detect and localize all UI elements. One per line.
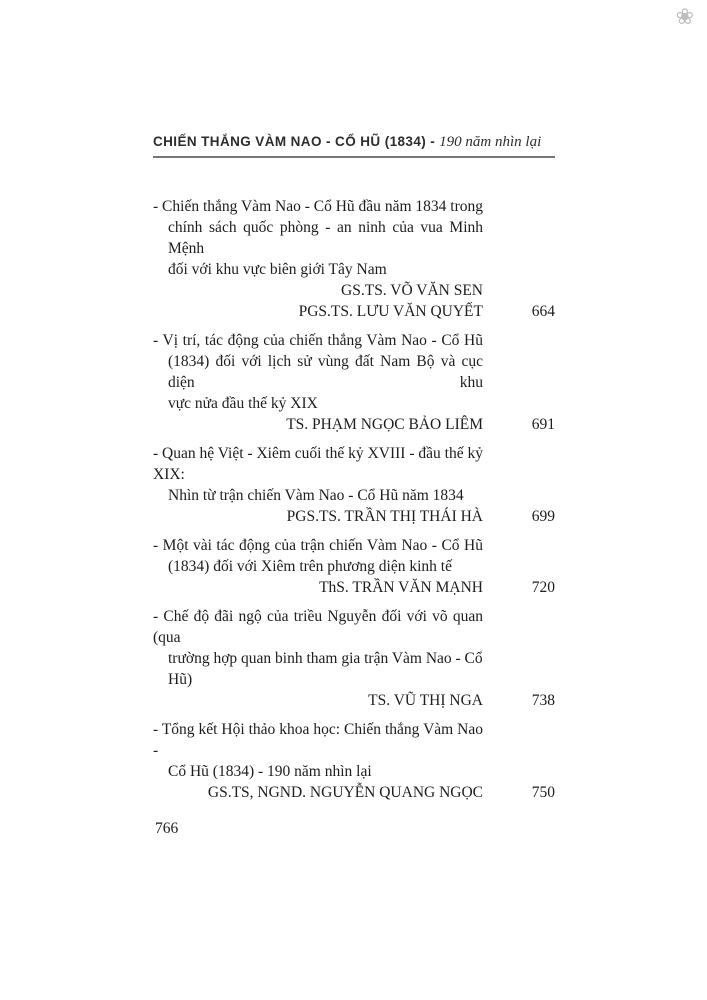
toc-entry-title-line: vực nửa đầu thế kỷ XIX (168, 395, 318, 412)
toc-entry (153, 535, 555, 598)
toc-entry-title-line: - Chiến thắng Vàm Nao - Cổ Hũ đầu năm 1834 trong (153, 198, 483, 215)
toc-entry-author: TS. PHẠM NGỌC BẢO LIÊM (286, 416, 483, 433)
running-header-title: CHIẾN THẮNG VÀM NAO - CỔ HŨ (1834) - (153, 134, 436, 149)
toc-entry-page-number: 738 (531, 692, 555, 709)
toc-entry (153, 606, 555, 711)
toc-entry-author: TS. VŨ THỊ NGA (368, 692, 483, 709)
toc-entry-page-number: 750 (531, 784, 555, 801)
scanned-page (153, 134, 555, 811)
toc-entry (153, 196, 555, 322)
toc-entry-author: PGS.TS. LƯU VĂN QUYẾT (298, 303, 483, 320)
toc-entry-title-line: - Quan hệ Việt - Xiêm cuối thế kỷ XVIII - đầu thế kỷ XIX: (153, 445, 483, 483)
table-of-contents (153, 196, 555, 803)
toc-entry-author: GS.TS, NGND. NGUYỄN QUANG NGỌC (207, 784, 483, 801)
flower-ornament-icon: ❀ (675, 5, 694, 30)
page-number: 766 (155, 820, 179, 837)
toc-entry-title-line: - Tổng kết Hội thảo khoa học: Chiến thắng Vàm Nao - (153, 721, 483, 759)
toc-entry-author: PGS.TS. TRẦN THỊ THÁI HÀ (286, 508, 483, 525)
toc-entry (153, 719, 555, 803)
toc-entry-page-number: 720 (531, 579, 555, 596)
toc-entry-title-line: - Chế độ đãi ngộ của triều Nguyễn đối với võ quan (qua (153, 608, 483, 646)
toc-entry-title-line: trường hợp quan binh tham gia trận Vàm Nao - Cổ Hũ) (168, 650, 483, 688)
toc-entry-title-line: (1834) đối với Xiêm trên phương diện kinh tế (168, 558, 452, 575)
toc-entry-page-number: 664 (531, 303, 555, 320)
toc-entry-title-line: đối với khu vực biên giới Tây Nam (168, 261, 387, 278)
toc-entry-author: GS.TS. VÕ VĂN SEN (341, 282, 483, 299)
toc-entry-page-number: 691 (531, 416, 555, 433)
toc-entry-title-line: chính sách quốc phòng - an ninh của vua Minh Mệnh (168, 219, 483, 257)
toc-entry-title-line: Cổ Hũ (1834) - 190 năm nhìn lại (168, 763, 372, 780)
running-header (153, 134, 555, 158)
toc-entry (153, 443, 555, 527)
toc-entry-title-line: - Vị trí, tác động của chiến thắng Vàm Nao - Cổ Hũ (153, 332, 483, 349)
toc-entry-title-line: Nhìn từ trận chiến Vàm Nao - Cổ Hũ năm 1834 (168, 487, 464, 504)
toc-entry-author: ThS. TRẦN VĂN MẠNH (319, 579, 483, 596)
toc-entry (153, 330, 555, 435)
toc-entry-page-number: 699 (531, 508, 555, 525)
toc-entry-title-line: - Một vài tác động của trận chiến Vàm Nao - Cổ Hũ (153, 537, 483, 554)
running-header-subtitle: 190 năm nhìn lại (439, 134, 542, 150)
toc-entry-title-line: (1834) đối với lịch sử vùng đất Nam Bộ và cục diện khu (168, 353, 483, 391)
